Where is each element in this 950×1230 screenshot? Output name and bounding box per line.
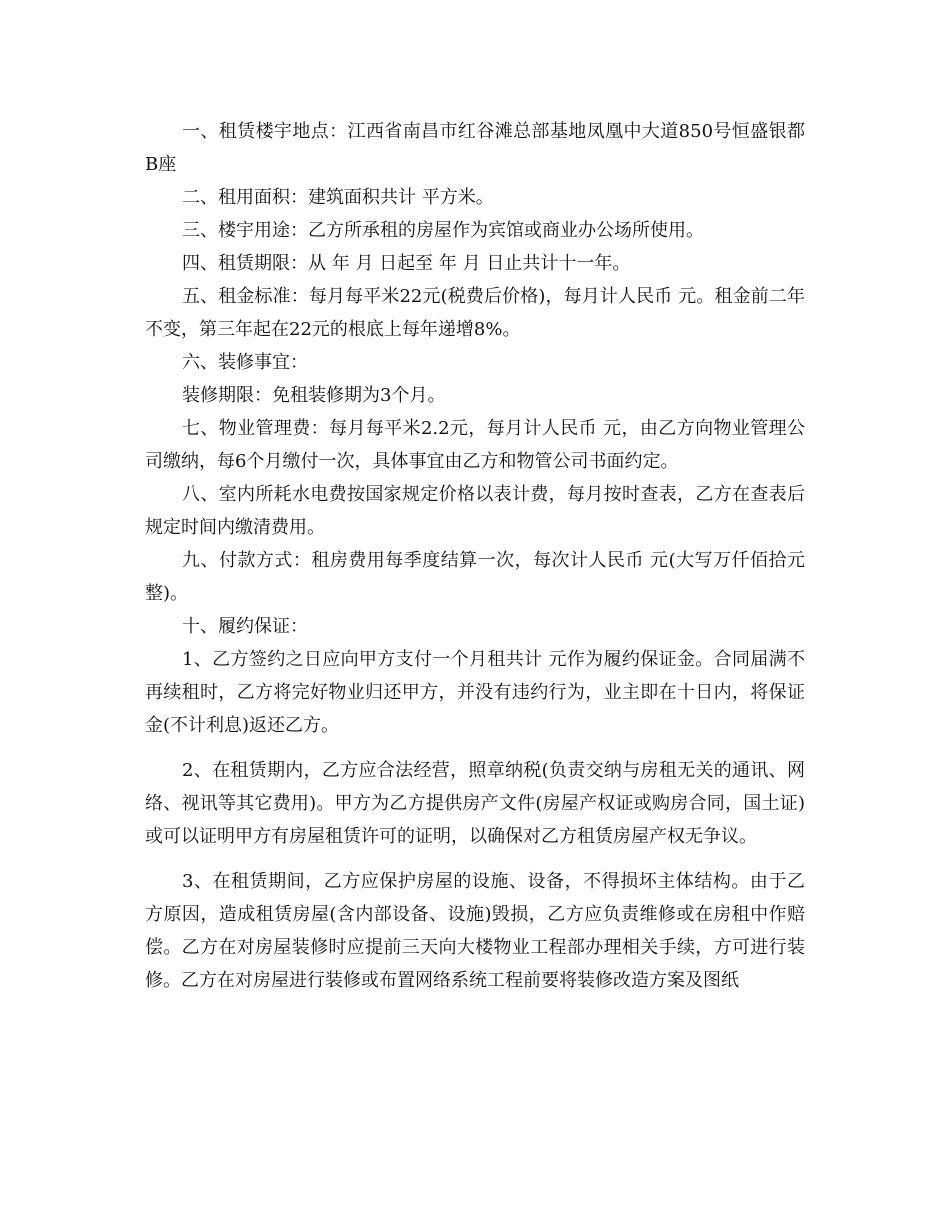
document-body: [145, 115, 805, 997]
clause-area: 二、租用面积：建筑面积共计 平方米。: [182, 187, 494, 208]
clause-renovation-period: 装修期限：免租装修期为3个月。: [182, 385, 446, 406]
clause-property-fee: 七、物业管理费：每月每平米2.2元，每月计人民币 元，由乙方向物业管理公司缴纳，每6个月缴付一次，具体事宜由乙方和物管公司书面约定。: [145, 418, 805, 472]
clause-guarantee-1: 1、乙方签约之日应向甲方支付一个月租共计 元作为履约保证金。合同届满不再续租时，乙方将完好物业归还甲方，并没有违约行为，业主即在十日内，将保证金(不计利息)返还乙方。: [145, 649, 805, 736]
clause-term: 四、租赁期限：从 年 月 日起至 年 月 日止共计十一年。: [182, 253, 631, 274]
clause-rent-standard: 五、租金标准：每月每平米22元(税费后价格)，每月计人民币 元。租金前二年不变，第三年起在22元的根底上每年递增8%。: [145, 286, 805, 340]
clause-guarantee-2: 2、在租赁期内，乙方应合法经营，照章纳税(负责交纳与房租无关的通讯、网络、视讯等其它费用)。甲方为乙方提供房产文件(房屋产权证或购房合同，国土证)或可以证明甲方有房屋租赁许可的证明，以确保对乙方租赁房屋产权无争议。: [145, 760, 805, 847]
clause-renovation-heading: 六、装修事宜：: [182, 352, 308, 373]
clause-guarantee-heading: 十、履约保证：: [182, 616, 308, 637]
clause-guarantee-3: 3、在租赁期间，乙方应保护房屋的设施、设备，不得损坏主体结构。由于乙方原因，造成租赁房屋(含内部设备、设施)毁损，乙方应负责维修或在房租中作赔偿。乙方在对房屋装修时应提前三天向大楼物业工程部办理相关手续，方可进行装修。乙方在对房屋进行装修或布置网络系统工程前要将装修改造方案及图纸: [145, 871, 805, 991]
clause-location: 一、租赁楼宇地点：江西省南昌市红谷滩总部基地凤凰中大道850号恒盛银都B座: [145, 121, 805, 175]
clause-usage: 三、楼宇用途：乙方所承租的房屋作为宾馆或商业办公场所使用。: [182, 220, 704, 241]
clause-payment-method: 九、付款方式：租房费用每季度结算一次，每次计人民币 元(大写万仟佰拾元整)。: [145, 550, 805, 604]
clause-utilities: 八、室内所耗水电费按国家规定价格以表计费，每月按时查表，乙方在查表后规定时间内缴清费用。: [145, 484, 805, 538]
